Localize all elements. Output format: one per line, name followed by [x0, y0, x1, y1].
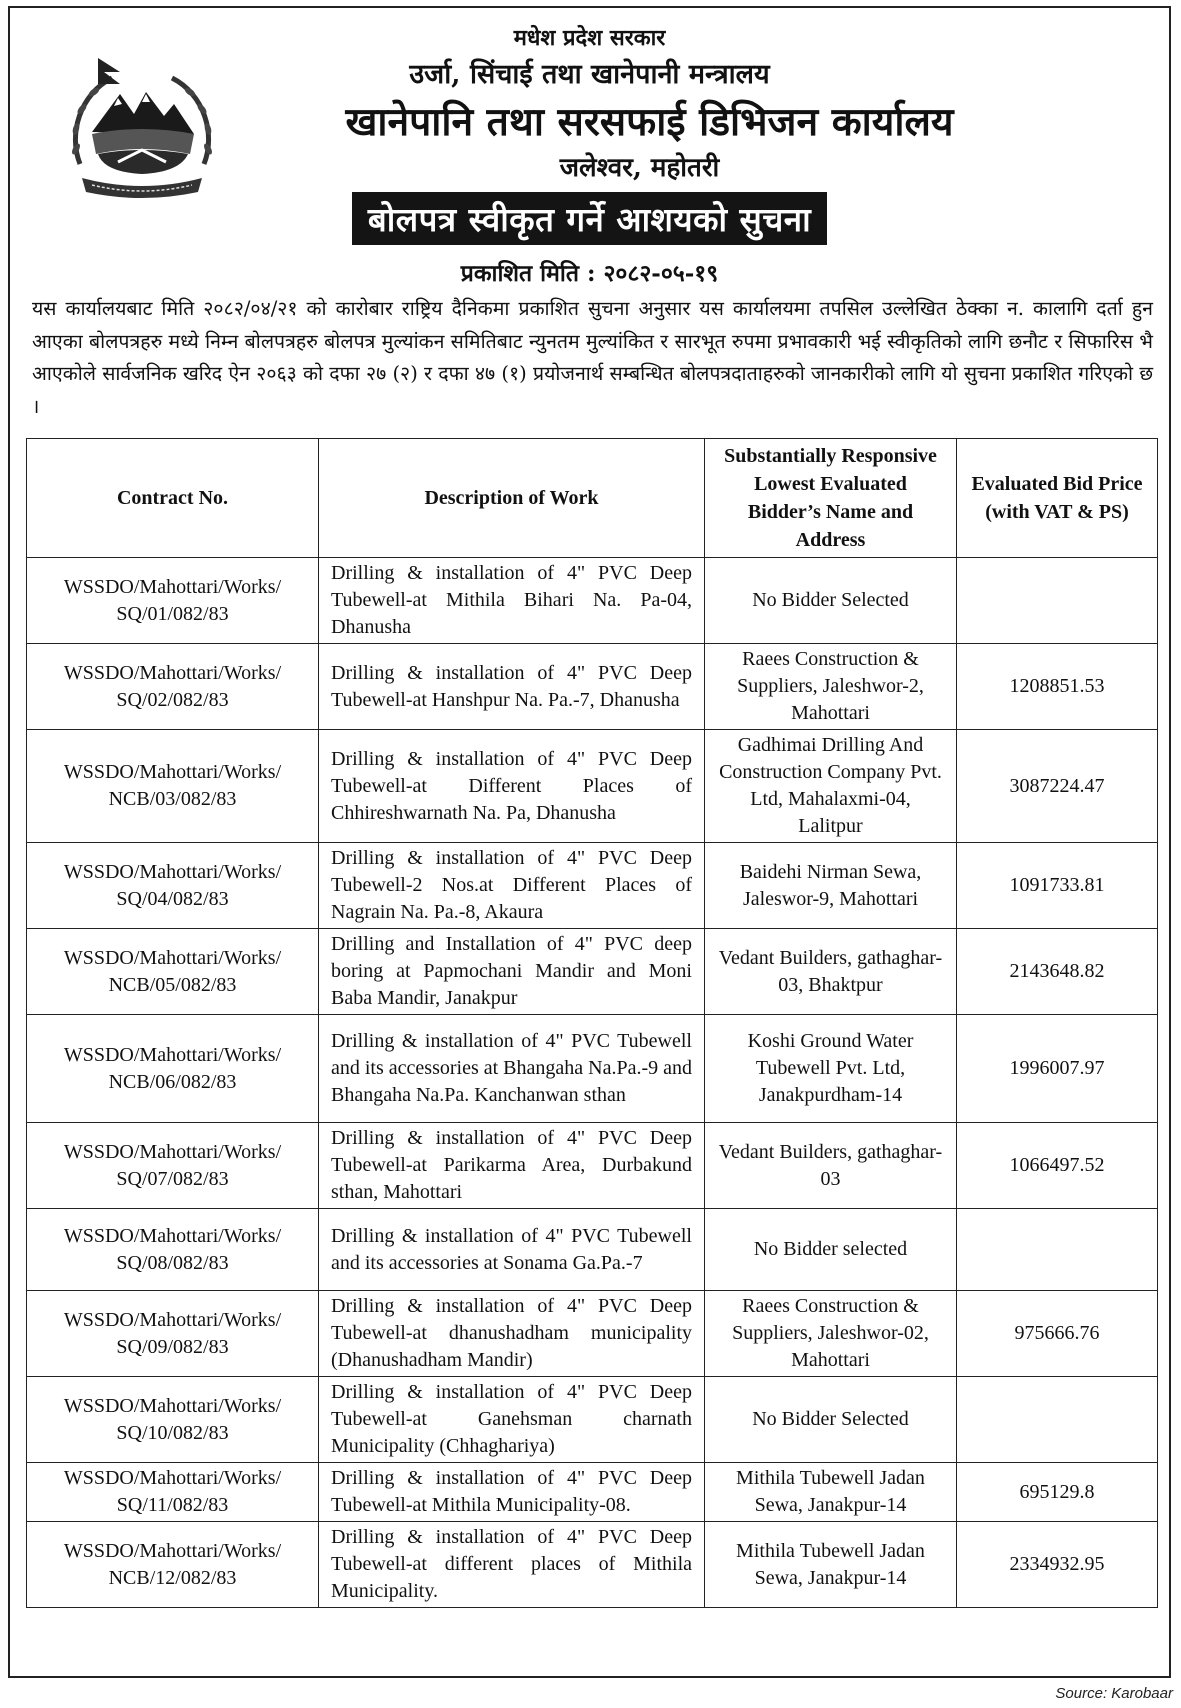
bidder-cell: Koshi Ground Water Tubewell Pvt. Ltd, Janakpurdham-14: [705, 1015, 957, 1123]
office-location: जलेश्वर, महोतरी: [559, 153, 720, 183]
bid-table: [26, 438, 1158, 1608]
table-row: [27, 1463, 1158, 1522]
table-row: [27, 730, 1158, 843]
contract-no-cell: WSSDO/Mahottari/Works/ SQ/10/082/83: [27, 1377, 319, 1463]
notice-title-wrap: [10, 192, 1169, 245]
bidder-cell: Vedant Builders, gathaghar-03, Bhaktpur: [705, 929, 957, 1015]
bidder-cell: Vedant Builders, gathaghar-03: [705, 1123, 957, 1209]
table-row: [27, 1209, 1158, 1291]
description-cell: Drilling & installation of 4" PVC Deep Tubewell-at Ganehsman charnath Municipality (Chhaghariya): [319, 1377, 705, 1463]
contract-no-cell: WSSDO/Mahottari/Works/ NCB/12/082/83: [27, 1522, 319, 1608]
table-row: [27, 1522, 1158, 1608]
bidder-cell: No Bidder selected: [705, 1209, 957, 1291]
ministry-name: उर्जा, सिंचाई तथा खानेपानी मन्त्रालय: [409, 59, 770, 90]
contract-no-cell: WSSDO/Mahottari/Works/ NCB/05/082/83: [27, 929, 319, 1015]
table-row: [27, 1377, 1158, 1463]
province-name: मधेश प्रदेश सरकार: [513, 25, 666, 51]
contract-no-cell: WSSDO/Mahottari/Works/ SQ/08/082/83: [27, 1209, 319, 1291]
notice-body: यस कार्यालयबाट मिति २०८२/०४/२१ को कारोबार राष्ट्रिय दैनिकमा प्रकाशित सुचना अनुसार यस कार्यालयमा तपसिल उल्लेखित ठेक्का न. कालागि दर्ता हुन आएका बोलपत्रहरु मध्ये निम्न बोलपत्रहरु बोलपत्र मुल्यांकन समितिबाट न्युनतम मुल्यांकित र सारभूत रुपमा प्रभावकारी भई स्वीकृतिको लागि छनौट र सिफारिस भै आएकोले सार्वजनिक खरिद ऐन २०६३ को दफा २७ (२) र दफा ४७ (१) प्रयोजनार्थ सम्बन्धित बोलपत्रदाताहरुको जानकारीको लागि यो सुचना प्रकाशित गरिएको छ ।: [32, 297, 1153, 418]
description-cell: Drilling & installation of 4" PVC Tubewell and its accessories at Sonama Ga.Pa.-7: [319, 1209, 705, 1291]
contract-no-cell: WSSDO/Mahottari/Works/ SQ/01/082/83: [27, 558, 319, 644]
bidder-cell: Raees Construction & Suppliers, Jaleshwor-2, Mahottari: [705, 644, 957, 730]
description-cell: Drilling & installation of 4" PVC Deep Tubewell-at dhanushadham municipality (Dhanushadham Mandir): [319, 1291, 705, 1377]
description-cell: Drilling & installation of 4" PVC Deep Tubewell-2 Nos.at Different Places of Nagrain Na. Pa.-8, Akaura: [319, 843, 705, 929]
contract-no-cell: WSSDO/Mahottari/Works/ SQ/04/082/83: [27, 843, 319, 929]
contract-no-cell: WSSDO/Mahottari/Works/ SQ/02/082/83: [27, 644, 319, 730]
bid-price-cell: 1996007.97: [957, 1015, 1158, 1123]
bid-price-cell: 975666.76: [957, 1291, 1158, 1377]
office-name: खानेपानि तथा सरसफाई डिभिजन कार्यालय: [345, 99, 954, 145]
notice-page: [8, 6, 1171, 1678]
header-contract-no: Contract No.: [27, 439, 319, 558]
description-cell: Drilling & installation of 4" PVC Deep Tubewell-at Different Places of Chhireshwarnath Na. Pa, Dhanusha: [319, 730, 705, 843]
description-cell: Drilling & installation of 4" PVC Deep Tubewell-at Parikarma Area, Durbakund sthan, Mahottari: [319, 1123, 705, 1209]
bid-price-cell: 1091733.81: [957, 843, 1158, 929]
bidder-cell: Mithila Tubewell Jadan Sewa, Janakpur-14: [705, 1522, 957, 1608]
bidder-cell: Mithila Tubewell Jadan Sewa, Janakpur-14: [705, 1463, 957, 1522]
table-row: [27, 929, 1158, 1015]
source-credit: Source: Karobaar: [1055, 1685, 1173, 1702]
description-cell: Drilling & installation of 4" PVC Deep Tubewell-at different places of Mithila Municipality.: [319, 1522, 705, 1608]
bid-price-cell: 2143648.82: [957, 929, 1158, 1015]
bid-price-cell: 3087224.47: [957, 730, 1158, 843]
table-row: [27, 644, 1158, 730]
description-cell: Drilling & installation of 4" PVC Tubewell and its accessories at Bhangaha Na.Pa.-9 and Bhangaha Na.Pa. Kanchanwan sthan: [319, 1015, 705, 1123]
contract-no-cell: WSSDO/Mahottari/Works/ SQ/09/082/83: [27, 1291, 319, 1377]
bid-price-cell: 1208851.53: [957, 644, 1158, 730]
bid-price-cell: 2334932.95: [957, 1522, 1158, 1608]
description-cell: Drilling & installation of 4" PVC Deep Tubewell-at Mithila Bihari Na. Pa-04, Dhanusha: [319, 558, 705, 644]
description-cell: Drilling & installation of 4" PVC Deep Tubewell-at Hanshpur Na. Pa.-7, Dhanusha: [319, 644, 705, 730]
bidder-cell: Raees Construction & Suppliers, Jaleshwor-02, Mahottari: [705, 1291, 957, 1377]
description-cell: Drilling & installation of 4" PVC Deep Tubewell-at Mithila Municipality-08.: [319, 1463, 705, 1522]
table-header-row: [27, 439, 1158, 558]
table-row: [27, 558, 1158, 644]
bid-price-cell: 1066497.52: [957, 1123, 1158, 1209]
contract-no-cell: WSSDO/Mahottari/Works/ NCB/06/082/83: [27, 1015, 319, 1123]
bid-price-cell: 695129.8: [957, 1463, 1158, 1522]
bid-price-cell: [957, 1209, 1158, 1291]
contract-no-cell: WSSDO/Mahottari/Works/ NCB/03/082/83: [27, 730, 319, 843]
header-bidder: Substantially Responsive Lowest Evaluated Bidder’s Name and Address: [705, 439, 957, 558]
description-cell: Drilling and Installation of 4" PVC deep boring at Papmochani Mandir and Moni Baba Mandir, Janakpur: [319, 929, 705, 1015]
header-price: Evaluated Bid Price (with VAT & PS): [957, 439, 1158, 558]
header-description: Description of Work: [319, 439, 705, 558]
bidder-cell: Baidehi Nirman Sewa, Jaleswor-9, Mahottari: [705, 843, 957, 929]
table-row: [27, 1291, 1158, 1377]
contract-no-cell: WSSDO/Mahottari/Works/ SQ/11/082/83: [27, 1463, 319, 1522]
bid-price-cell: [957, 1377, 1158, 1463]
bid-price-cell: [957, 558, 1158, 644]
notice-title: बोलपत्र स्वीकृत गर्ने आशयको सुचना: [352, 192, 827, 245]
contract-no-cell: WSSDO/Mahottari/Works/ SQ/07/082/83: [27, 1123, 319, 1209]
table-row: [27, 843, 1158, 929]
bidder-cell: Gadhimai Drilling And Construction Company Pvt. Ltd, Mahalaxmi-04, Lalitpur: [705, 730, 957, 843]
table-row: [27, 1015, 1158, 1123]
bidder-cell: No Bidder Selected: [705, 1377, 957, 1463]
bidder-cell: No Bidder Selected: [705, 558, 957, 644]
published-date: प्रकाशित मिति : २०८२-०५-१९: [460, 260, 719, 287]
table-row: [27, 1123, 1158, 1209]
